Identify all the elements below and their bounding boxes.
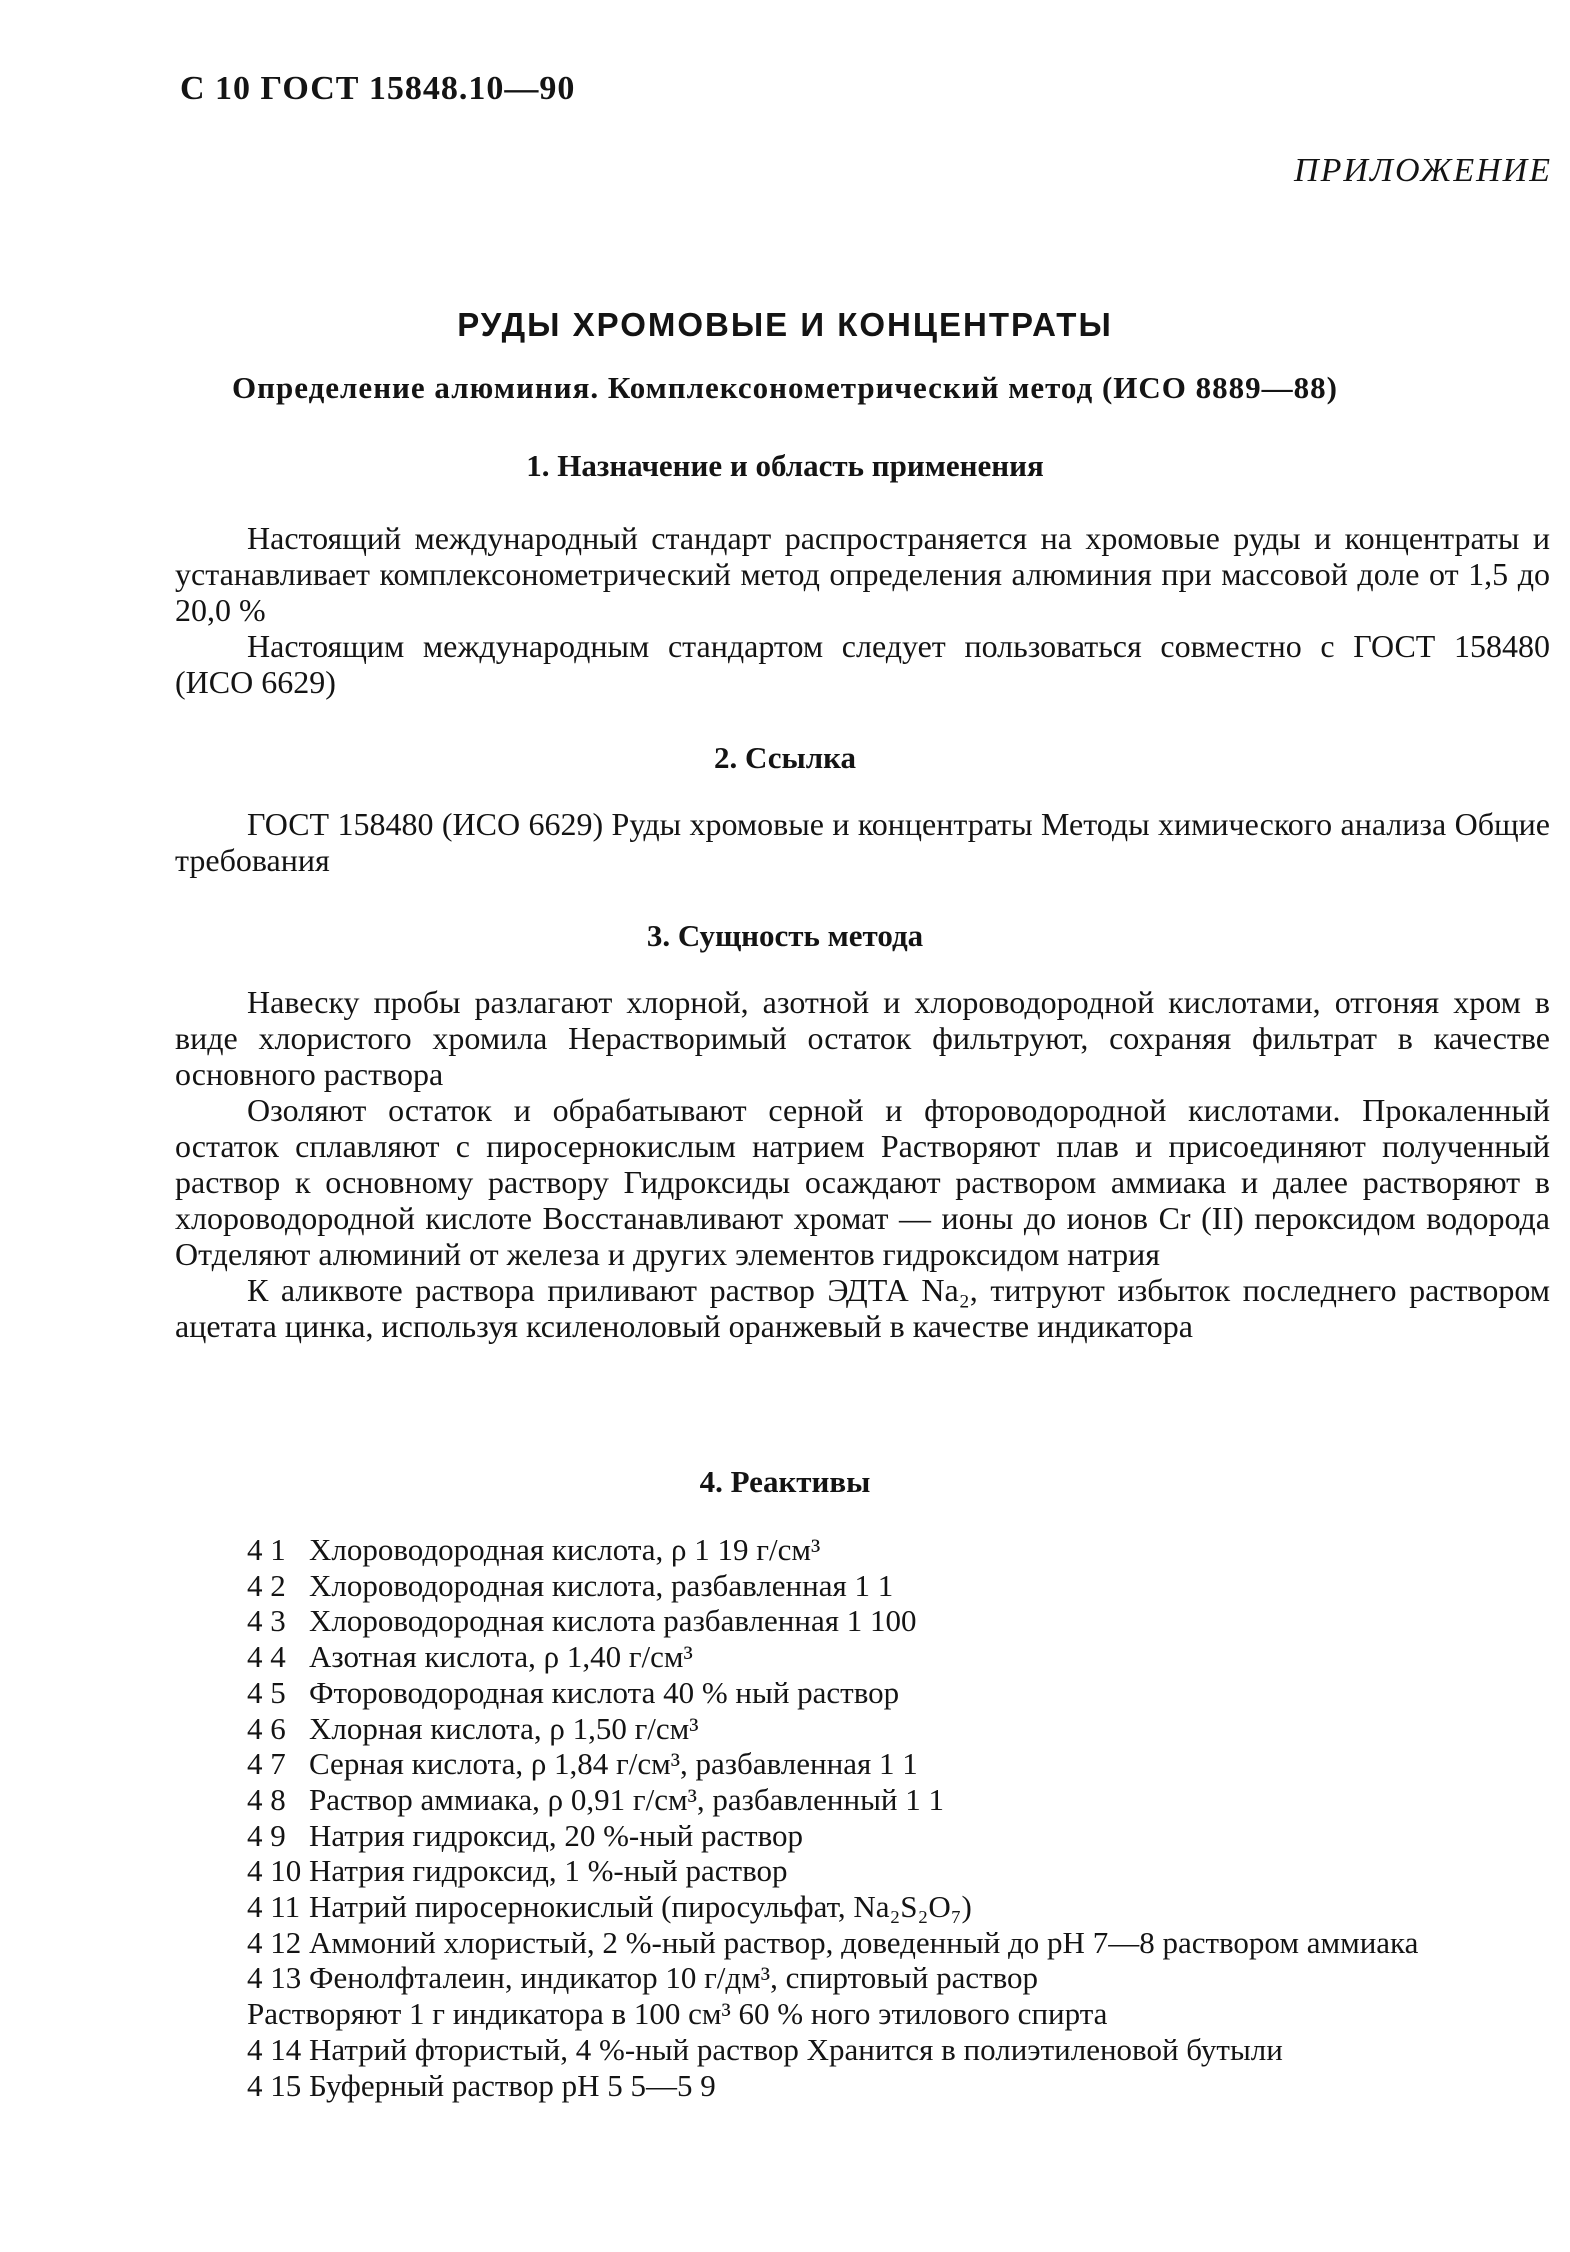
list-item	[175, 1711, 1550, 1747]
item-number: 4 14	[247, 2031, 302, 2067]
paragraph: Настоящий международный стандарт распространяется на хромовые руды и концентраты и устанавливает комплексонометрический метод определения алюминия при массовой доле от 1,5 до 20,0 %	[175, 520, 1550, 628]
paragraph: Настоящим международным стандартом следует пользоваться совместно с ГОСТ 158480 (ИСО 6629)	[175, 628, 1550, 700]
paragraph: К аликвоте раствора приливают раствор ЭДТА Na₂, титруют избыток последнего раствором ацетата цинка, используя ксиленоловый оранжевый в качестве индикатора	[175, 1272, 1550, 1344]
section-body-method	[175, 984, 1550, 1344]
item-number: 4 13	[247, 1960, 302, 1996]
paragraph: ГОСТ 158480 (ИСО 6629) Руды хромовые и концентраты Методы химического анализа Общие требования	[175, 806, 1550, 878]
list-item-note	[175, 1996, 1550, 2032]
appendix-label: ПРИЛОЖЕНИЕ	[1294, 152, 1552, 189]
list-item	[175, 1568, 1550, 1604]
list-item	[175, 1639, 1550, 1675]
item-text: Аммоний хлористый, 2 %-ный раствор, доведенный до pH 7—8 раствором аммиака	[309, 1924, 1419, 1960]
item-text: Раствор аммиака, ρ 0,91 г/см³, разбавленный 1 1	[309, 1781, 944, 1817]
section-body-scope	[175, 520, 1550, 700]
item-text: Серная кислота, ρ 1,84 г/см³, разбавленная 1 1	[309, 1746, 918, 1782]
item-text: Фенолфталеин, индикатор 10 г/дм³, спиртовый раствор	[309, 1960, 1039, 1996]
list-item	[175, 1675, 1550, 1711]
item-number: 4 7	[247, 1746, 286, 1782]
section-heading-reference: 2. Ссылка	[713, 740, 856, 775]
list-item	[175, 1782, 1550, 1818]
section-heading-reagents: 4. Реактивы	[699, 1464, 871, 1499]
item-text: Хлороводородная кислота, ρ 1 19 г/см³	[309, 1532, 821, 1567]
item-number: 4 9	[247, 1817, 286, 1853]
item-number: 4 2	[247, 1567, 286, 1603]
item-text: Натрия гидроксид, 20 %-ный раствор	[309, 1817, 804, 1853]
list-item	[175, 1925, 1550, 1961]
list-item	[175, 1960, 1550, 1996]
document-title: РУДЫ ХРОМОВЫЕ И КОНЦЕНТРАТЫ	[457, 306, 1113, 343]
page-header: С 10 ГОСТ 15848.10—90	[180, 70, 576, 107]
list-item	[175, 1532, 1550, 1568]
item-number: 4 5	[247, 1674, 286, 1710]
item-text: Натрий пиросернокислый (пиросульфат, Na₂S₂O₇)	[309, 1889, 972, 1925]
item-number: 4 3	[247, 1603, 286, 1639]
section-heading-method: 3. Сущность метода	[646, 918, 924, 953]
item-number: 4 6	[247, 1710, 286, 1746]
list-item	[175, 1746, 1550, 1782]
reagents-list	[175, 1532, 1550, 2103]
item-number: 4 11	[247, 1889, 301, 1925]
list-item	[175, 2032, 1550, 2068]
item-number: 4 10	[247, 1853, 302, 1889]
item-number: 4 8	[247, 1781, 286, 1817]
item-number: 4 4	[247, 1639, 286, 1675]
item-text: Натрия гидроксид, 1 %-ный раствор	[309, 1853, 788, 1889]
paragraph: Озоляют остаток и обрабатывают серной и фтороводородной кислотами. Прокаленный остаток сплавляют с пиросернокислым натрием Растворяют плав и присоединяют полученный раствор к основному раствору Гидроксиды осаждают раствором аммиака и далее растворяют в хлороводородной кислоте Восстанавливают хромат — ионы до ионов Cr (II) пероксидом водорода Отделяют алюминий от железа и других элементов гидроксидом натрия	[175, 1092, 1550, 1272]
list-item	[175, 1603, 1550, 1639]
item-number: 4 1	[247, 1532, 286, 1567]
section-heading-scope: 1. Назначение и область применения	[526, 448, 1044, 483]
item-text: Натрий фтористый, 4 %-ный раствор Хранится в полиэтиленовой бутыли	[309, 2031, 1283, 2067]
list-item	[175, 1818, 1550, 1854]
item-text: Хлорная кислота, ρ 1,50 г/см³	[309, 1710, 699, 1746]
list-item	[175, 1889, 1550, 1925]
item-text: Хлороводородная кислота разбавленная 1 100	[309, 1603, 917, 1639]
paragraph: Навеску пробы разлагают хлорной, азотной и хлороводородной кислотами, отгоняя хром в виде хлористого хромила Нерастворимый остаток фильтруют, сохраняя фильтрат в качестве основного раствора	[175, 984, 1550, 1092]
item-text: Растворяют 1 г индикатора в 100 см³ 60 % ного этилового спирта	[247, 1996, 1108, 2032]
list-item	[175, 1853, 1550, 1889]
item-number: 4 12	[247, 1924, 302, 1960]
item-text: Хлороводородная кислота, разбавленная 1 1	[309, 1567, 894, 1603]
item-number: 4 15	[247, 2067, 302, 2103]
item-text: Азотная кислота, ρ 1,40 г/см³	[309, 1639, 693, 1675]
item-text: Буферный раствор pH 5 5—5 9	[309, 2067, 716, 2103]
section-body-reference	[175, 806, 1550, 878]
document-subtitle: Определение алюминия. Комплексонометрический метод (ИСО 8889—88)	[232, 370, 1338, 405]
list-item	[175, 2068, 1550, 2104]
item-text: Фтороводородная кислота 40 % ный раствор	[309, 1674, 900, 1710]
